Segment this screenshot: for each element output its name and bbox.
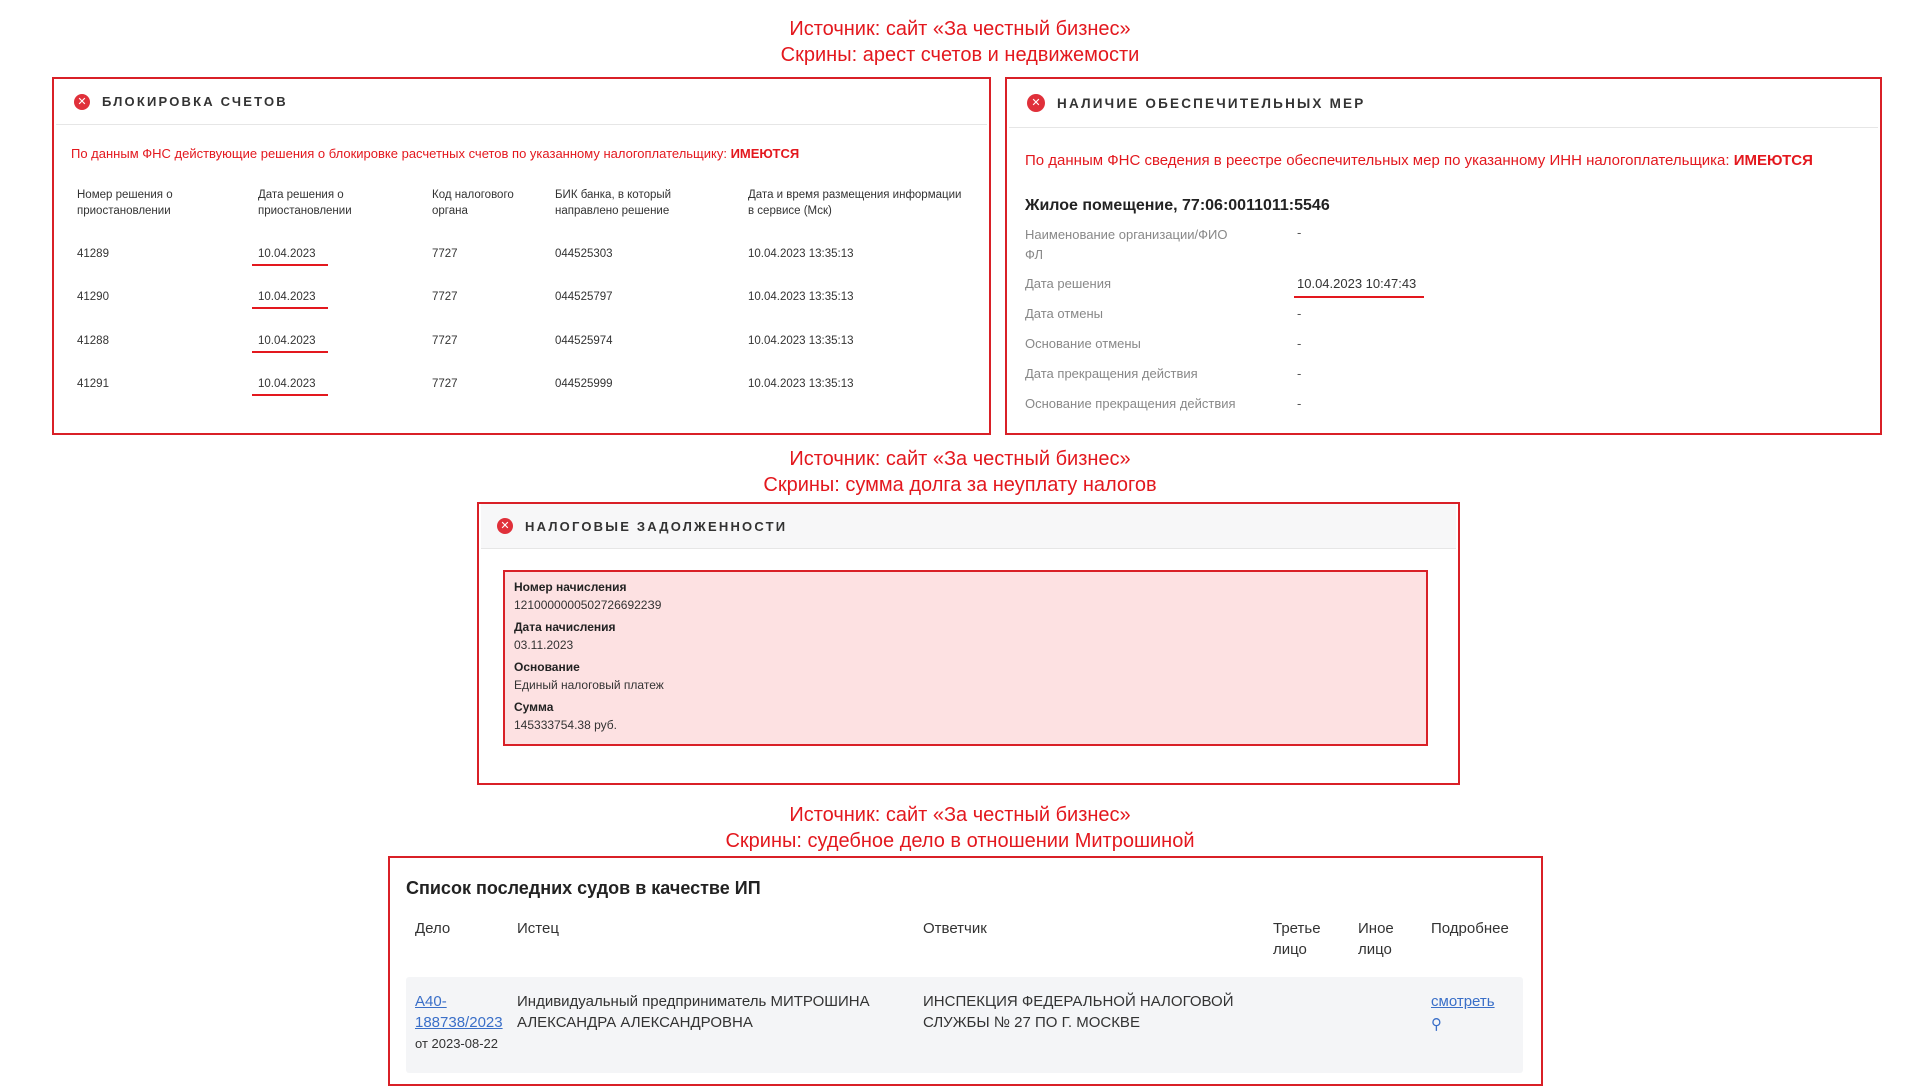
- details-link[interactable]: смотреть: [1431, 993, 1495, 1010]
- caption-source: Источник: сайт «За честный бизнес»: [789, 18, 1131, 40]
- red-underline: [252, 394, 328, 396]
- red-underline: [252, 307, 328, 309]
- col-header: Ответчик: [923, 920, 987, 937]
- debts-panel: [477, 502, 1460, 785]
- plaintiff: Индивидуальный предприниматель МИТРОШИНА АЛЕКСАНДРА АЛЕКСАНДРОВНА: [517, 993, 870, 1031]
- caption-1: [0, 16, 1920, 68]
- table-row: [406, 977, 1523, 1073]
- property-title: Жилое помещение, 77:06:0011011:5546: [1025, 197, 1330, 214]
- debt-card: Номер начисления 12100000005027266922З9 Дата начисления 03.11.2023 Основание Единый налоговый платеж Сумма 145333754.38 руб.: [503, 570, 1428, 746]
- col-header: Иное лицо: [1358, 920, 1394, 958]
- defendant: ИНСПЕКЦИЯ ФЕДЕРАЛЬНОЙ НАЛОГОВОЙ СЛУЖБЫ № 27 ПО Г. МОСКВЕ: [923, 993, 1234, 1031]
- measures-status: ИМЕЮТСЯ: [1733, 152, 1813, 169]
- measures-warning: По данным ФНС сведения в реестре обеспечительных мер по указанному ИНН налогоплательщика: ИМЕЮТСЯ: [1025, 152, 1813, 169]
- red-underline: [252, 351, 328, 353]
- col-header: Третье лицо: [1273, 920, 1321, 958]
- col-header: Дата и время размещения информации в сервисе (Мск): [748, 189, 962, 217]
- decision-date: 10.04.2023 10:47:43: [1297, 276, 1417, 291]
- blocking-status: ИМЕЮТСЯ: [730, 146, 800, 161]
- col-header: Подробнее: [1431, 920, 1509, 937]
- debts-header: [479, 504, 787, 548]
- blocking-panel: ✕ БЛОКИРОВКА СЧЕТОВ По данным ФНС действующие решения о блокировке расчетных счетов по указанному налогоплательщику: ИМЕЮТСЯ Номер решения о приостановлении Дата решения о приостановлении Код налогового органа БИК банка, в который направлено решение Дата и время размещения информации в сервисе (Мск) 41289 10.04.2023 7727 044525303 10.04.2023 13:35:13 41290 10.04.2023 7727 044525797 10.04.2023 13:35:13 41288 10.04.2023 7727 044525974 10.04.2023 13:35:13 41291 10.04.2023 7727 044525999 10.04.2023 13:35:13: [52, 77, 991, 435]
- caption-shots: Скрины: сумма долга за неуплату налогов: [763, 474, 1157, 496]
- error-icon: ✕: [497, 518, 513, 534]
- red-underline: [1294, 296, 1424, 298]
- measures-title: НАЛИЧИЕ ОБЕСПЕЧИТЕЛЬНЫХ МЕР: [1057, 95, 1366, 111]
- debts-title: НАЛОГОВЫЕ ЗАДОЛЖЕННОСТИ: [525, 518, 788, 534]
- col-header: Дело: [415, 920, 451, 937]
- case-link[interactable]: А40- 188738/2023: [415, 993, 503, 1031]
- red-underline: [252, 264, 328, 266]
- col-header: Код налогового органа: [432, 189, 514, 217]
- col-header: Истец: [517, 920, 559, 937]
- measures-panel: ✕ НАЛИЧИЕ ОБЕСПЕЧИТЕЛЬНЫХ МЕР По данным ФНС сведения в реестре обеспечительных мер по указанному ИНН налогоплательщика: ИМЕЮТСЯ Жилое помещение, 77:06:0011011:5546 Наименование организации/ФИО ФЛ - Дата решения 10.04.2023 10:47:43 Дата отмены - Основание отмены - Дата прекращения действия - Основание прекращения действия -: [1005, 77, 1882, 435]
- caption-source: Источник: сайт «За честный бизнес»: [789, 804, 1131, 826]
- caption-shots: Скрины: судебное дело в отношении Митрошиной: [725, 830, 1195, 852]
- caption-2: [0, 446, 1920, 498]
- blocking-title: БЛОКИРОВКА СЧЕТОВ: [102, 94, 288, 109]
- col-header: Номер решения о приостановлении: [77, 189, 173, 217]
- search-icon[interactable]: ⚲: [1431, 1015, 1442, 1033]
- caption-shots: Скрины: арест счетов и недвижемости: [780, 44, 1140, 66]
- col-header: БИК банка, в который направлено решение: [555, 189, 672, 217]
- courts-panel: [388, 856, 1543, 1086]
- error-icon: ✕: [1027, 94, 1045, 112]
- case-date: от 2023-08-22: [415, 1036, 499, 1051]
- col-header: Дата решения о приостановлении: [258, 189, 352, 217]
- caption-source: Источник: сайт «За честный бизнес»: [789, 448, 1131, 470]
- blocking-warning: По данным ФНС действующие решения о блокировке расчетных счетов по указанному налогоплательщику: ИМЕЮТСЯ: [71, 146, 800, 161]
- error-icon: ✕: [74, 94, 90, 110]
- blocking-header: [56, 79, 987, 125]
- courts-title: Список последних судов в качестве ИП: [406, 878, 761, 898]
- caption-3: [0, 802, 1920, 854]
- measures-header: [1009, 79, 1878, 128]
